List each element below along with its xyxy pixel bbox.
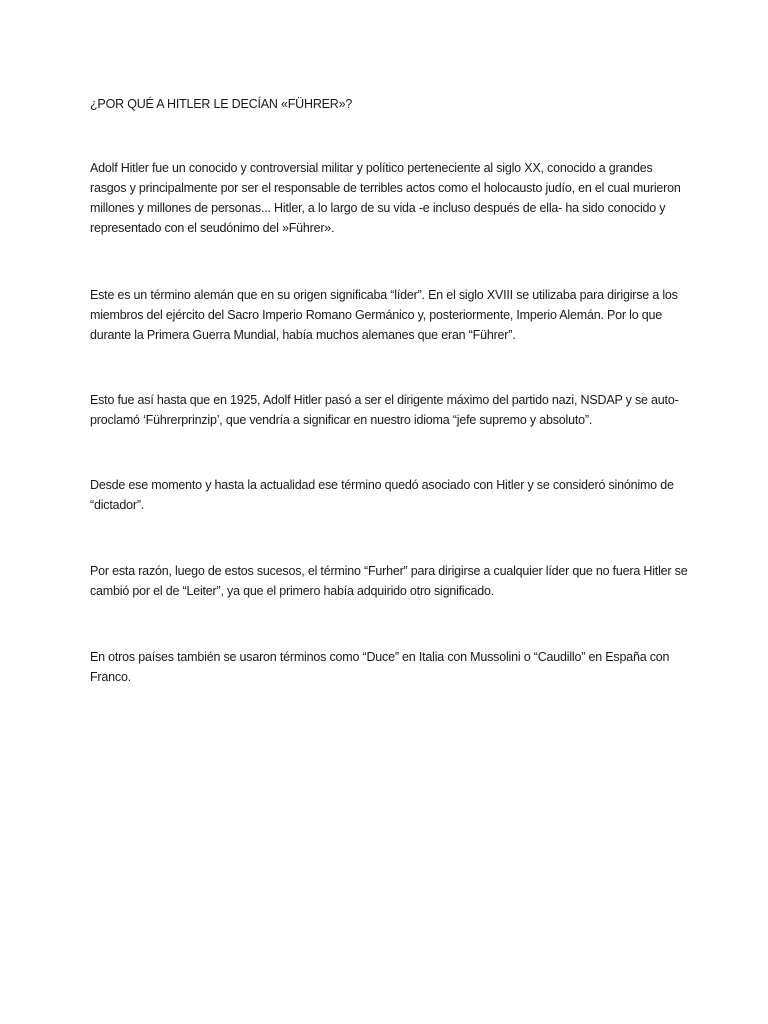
- paragraph-dictator: Desde ese momento y hasta la actualidad ese término quedó asociado con Hitler y se consideró sinónimo de “dictador”.: [90, 478, 674, 512]
- paragraph-term-origin: Este es un término alemán que en su origen significaba “líder”. En el siglo XVIII se utilizaba para dirigirse a los miembros del ejército del Sacro Imperio Romano Germánico y, posteriormente, Imperio Alemán. Por lo que durante la Primera Guerra Mundial, había muchos alemanes que eran “Führer”.: [90, 288, 678, 342]
- paragraph-1925: Esto fue así hasta que en 1925, Adolf Hitler pasó a ser el dirigente máximo del partido nazi, NSDAP y se auto-proclamó ‘Führerprinzip’, que vendría a significar en nuestro idioma “jefe supremo y absoluto”.: [90, 393, 679, 427]
- paragraph-hitler-intro: Adolf Hitler fue un conocido y controversial militar y político perteneciente al siglo XX, conocido a grandes rasgos y principalmente por ser el responsable de terribles actos como el holocausto judío, en el cual murieron millones y millones de personas... Hitler, a lo largo de su vida -e incluso después de ella- ha sido conocido y representado con el seudónimo del »Führer».: [90, 161, 681, 235]
- document-title: ¿POR QUÉ A HITLER LE DECÍAN «FÜHRER»?: [90, 97, 353, 111]
- paragraph-leiter: Por esta razón, luego de estos sucesos, el término “Furher” para dirigirse a cualquier líder que no fuera Hitler se cambió por el de “Leiter”, ya que el primero había adquirido otro significado.: [90, 564, 688, 598]
- paragraph-other-countries: En otros países también se usaron términos como “Duce” en Italia con Mussolini o “Caudillo” en España con Franco.: [90, 650, 670, 684]
